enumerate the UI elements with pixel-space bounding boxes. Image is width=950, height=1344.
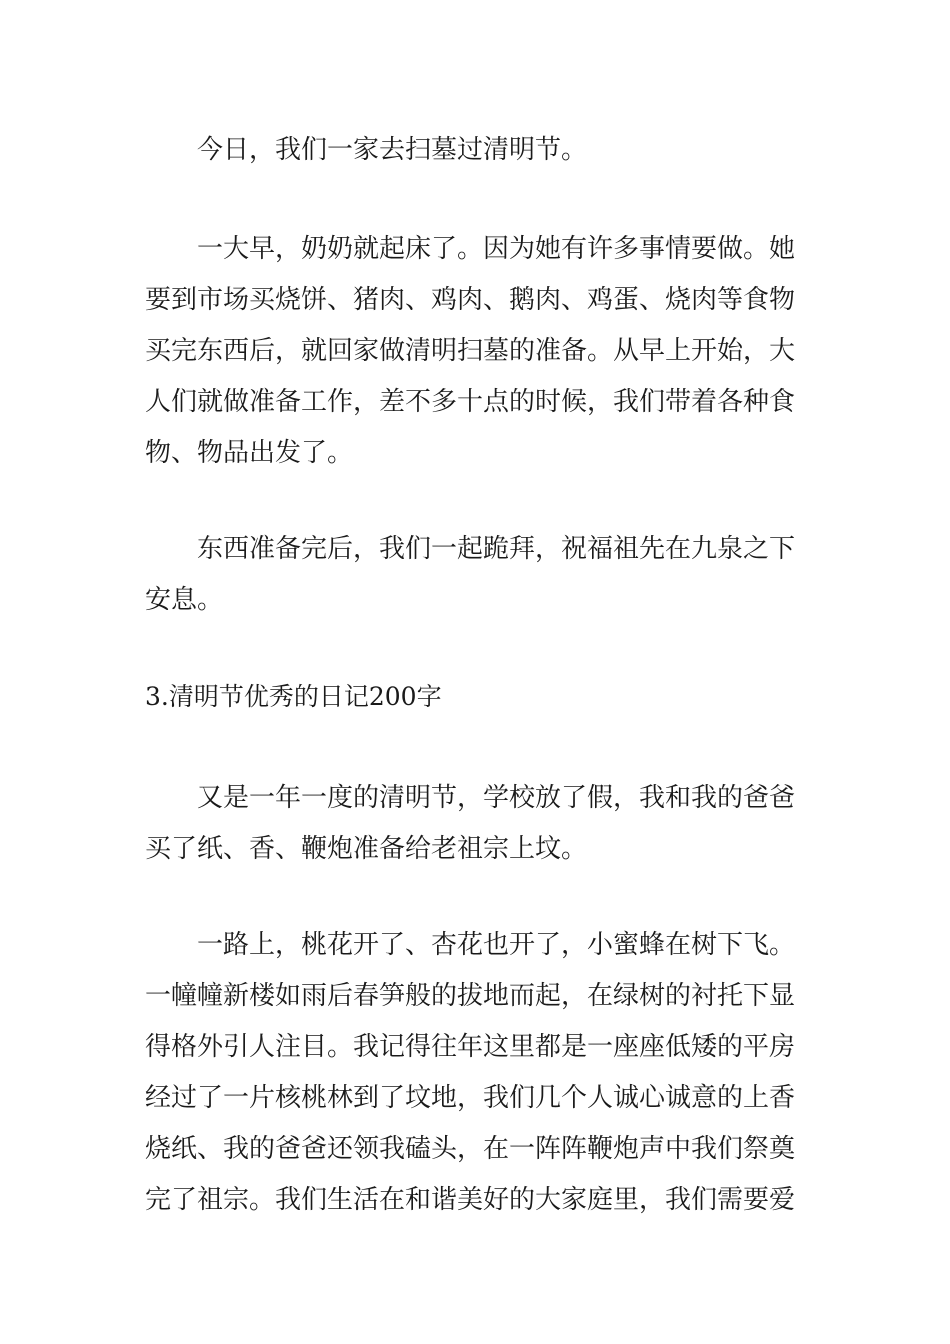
paragraph-line: 要到市场买烧饼、猪肉、鸡肉、鹅肉、鸡蛋、烧肉等食物 xyxy=(145,285,796,315)
paragraph-line: 买完东西后，就回家做清明扫墓的准备。从早上开始，大 xyxy=(145,336,796,366)
paragraph-line: 一幢幢新楼如雨后春笋般的拔地而起，在绿树的衬托下显 xyxy=(145,981,796,1011)
paragraph-line: 烧纸、我的爸爸还领我磕头，在一阵阵鞭炮声中我们祭奠 xyxy=(145,1134,796,1164)
section-heading-text: 3.清明节优秀的日记200字 xyxy=(145,682,442,711)
paragraph-3 xyxy=(145,524,810,626)
paragraph-2 xyxy=(145,224,810,479)
paragraph-4 xyxy=(145,773,810,875)
paragraph-line: 东西准备完后，我们一起跪拜，祝福祖先在九泉之下 xyxy=(197,534,796,564)
paragraph-5 xyxy=(145,920,810,1226)
section-heading xyxy=(145,671,810,722)
paragraph-line: 物、物品出发了。 xyxy=(145,438,354,468)
paragraph-line: 一大早，奶奶就起床了。因为她有许多事情要做。她 xyxy=(197,234,796,264)
paragraph-1 xyxy=(145,125,810,176)
paragraph-line: 安息。 xyxy=(145,585,224,615)
paragraph-line: 今日，我们一家去扫墓过清明节。 xyxy=(197,135,588,165)
paragraph-line: 完了祖宗。我们生活在和谐美好的大家庭里，我们需要爱 xyxy=(145,1185,796,1215)
paragraph-line: 经过了一片核桃林到了坟地，我们几个人诚心诚意的上香 xyxy=(145,1083,796,1113)
paragraph-line: 一路上，桃花开了、杏花也开了，小蜜蜂在树下飞。 xyxy=(197,930,796,960)
paragraph-line: 人们就做准备工作，差不多十点的时候，我们带着各种食 xyxy=(145,387,796,417)
paragraph-line: 得格外引人注目。我记得往年这里都是一座座低矮的平房 xyxy=(145,1032,796,1062)
paragraph-line: 又是一年一度的清明节，学校放了假，我和我的爸爸 xyxy=(197,783,796,813)
paragraph-line: 买了纸、香、鞭炮准备给老祖宗上坟。 xyxy=(145,834,588,864)
